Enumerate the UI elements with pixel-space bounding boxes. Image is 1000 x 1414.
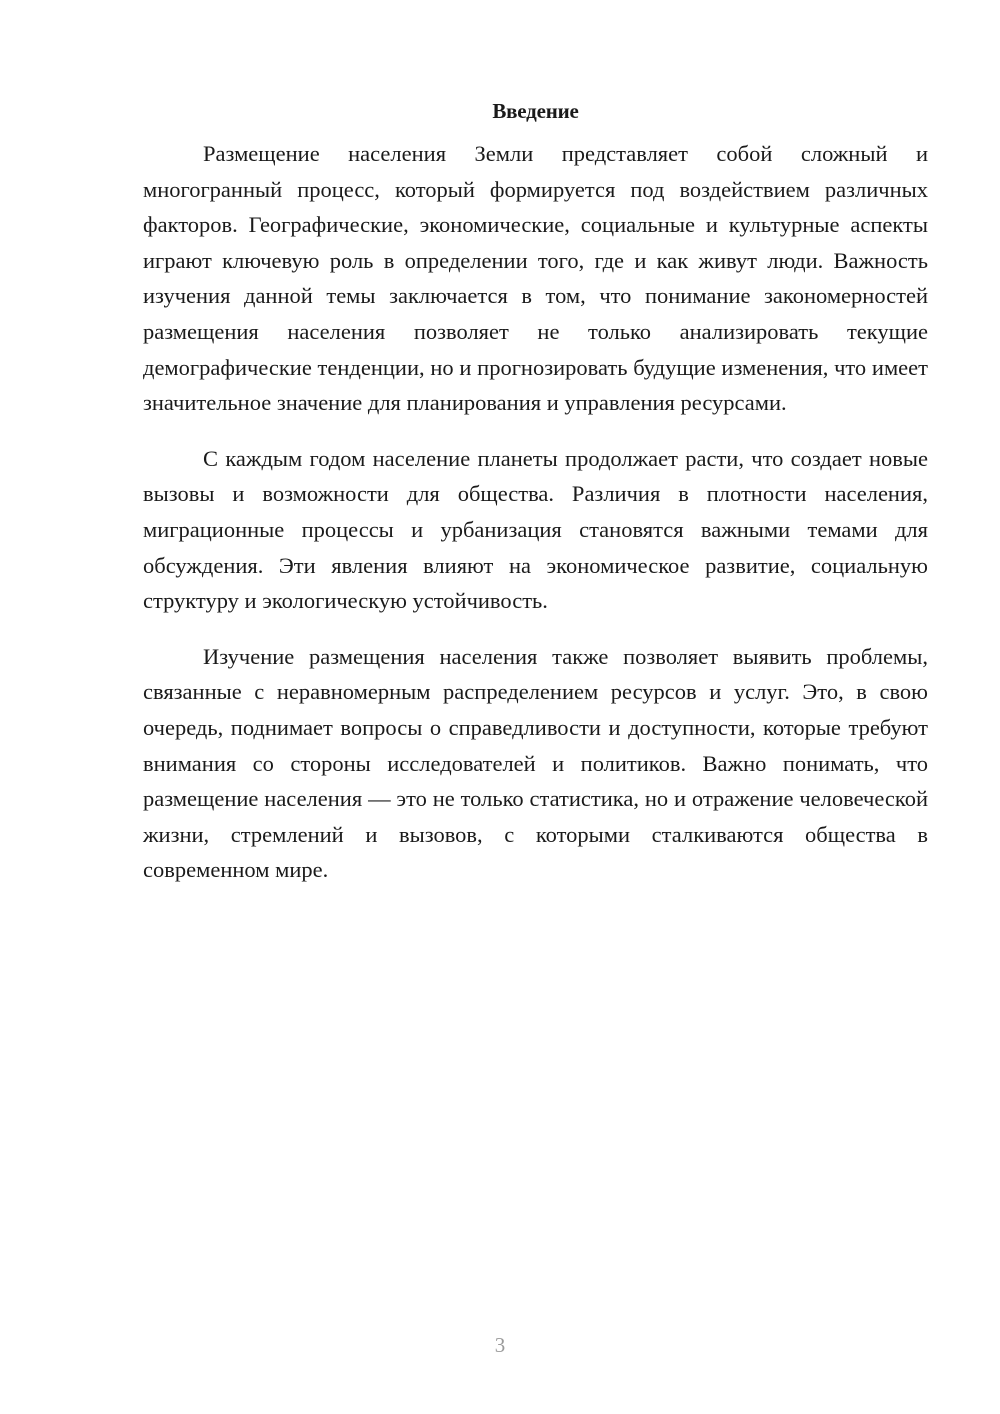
section-heading: Введение [492,99,579,123]
page-number: 3 [494,1333,506,1357]
paragraph-2: С каждым годом население планеты продолжает расти, что создает новые вызовы и возможности для общества. Различия в плотности населения, миграционные процессы и урбанизация становятся важными темами для обсуждения. Эти явления влияют на экономическое развитие, социальную структуру и экологическую устойчивость. [143,445,928,614]
page-content [143,94,928,908]
paragraph-1: Размещение населения Земли представляет собой сложный и многогранный процесс, который формируется под воздействием различных факторов. Географические, экономические, социальные и культурные аспекты играют ключевую роль в определении того, где и как живут люди. Важность изучения данной темы заключается в том, что понимание закономерностей размещения населения позволяет не только анализировать текущие демографические тенденции, но и прогнозировать будущие изменения, что имеет значительное значение для планирования и управления ресурсами. [143,141,928,416]
paragraph-3: Изучение размещения населения также позволяет выявить проблемы, связанные с неравномерным распределением ресурсов и услуг. Это, в свою очередь, поднимает вопросы о справедливости и доступности, которые требуют внимания со стороны исследователей и политиков. Важно понимать, что размещение населения — это не только статистика, но и отражение человеческой жизни, стремлений и вызовов, с которыми сталкиваются общества в современном мире. [143,643,928,883]
